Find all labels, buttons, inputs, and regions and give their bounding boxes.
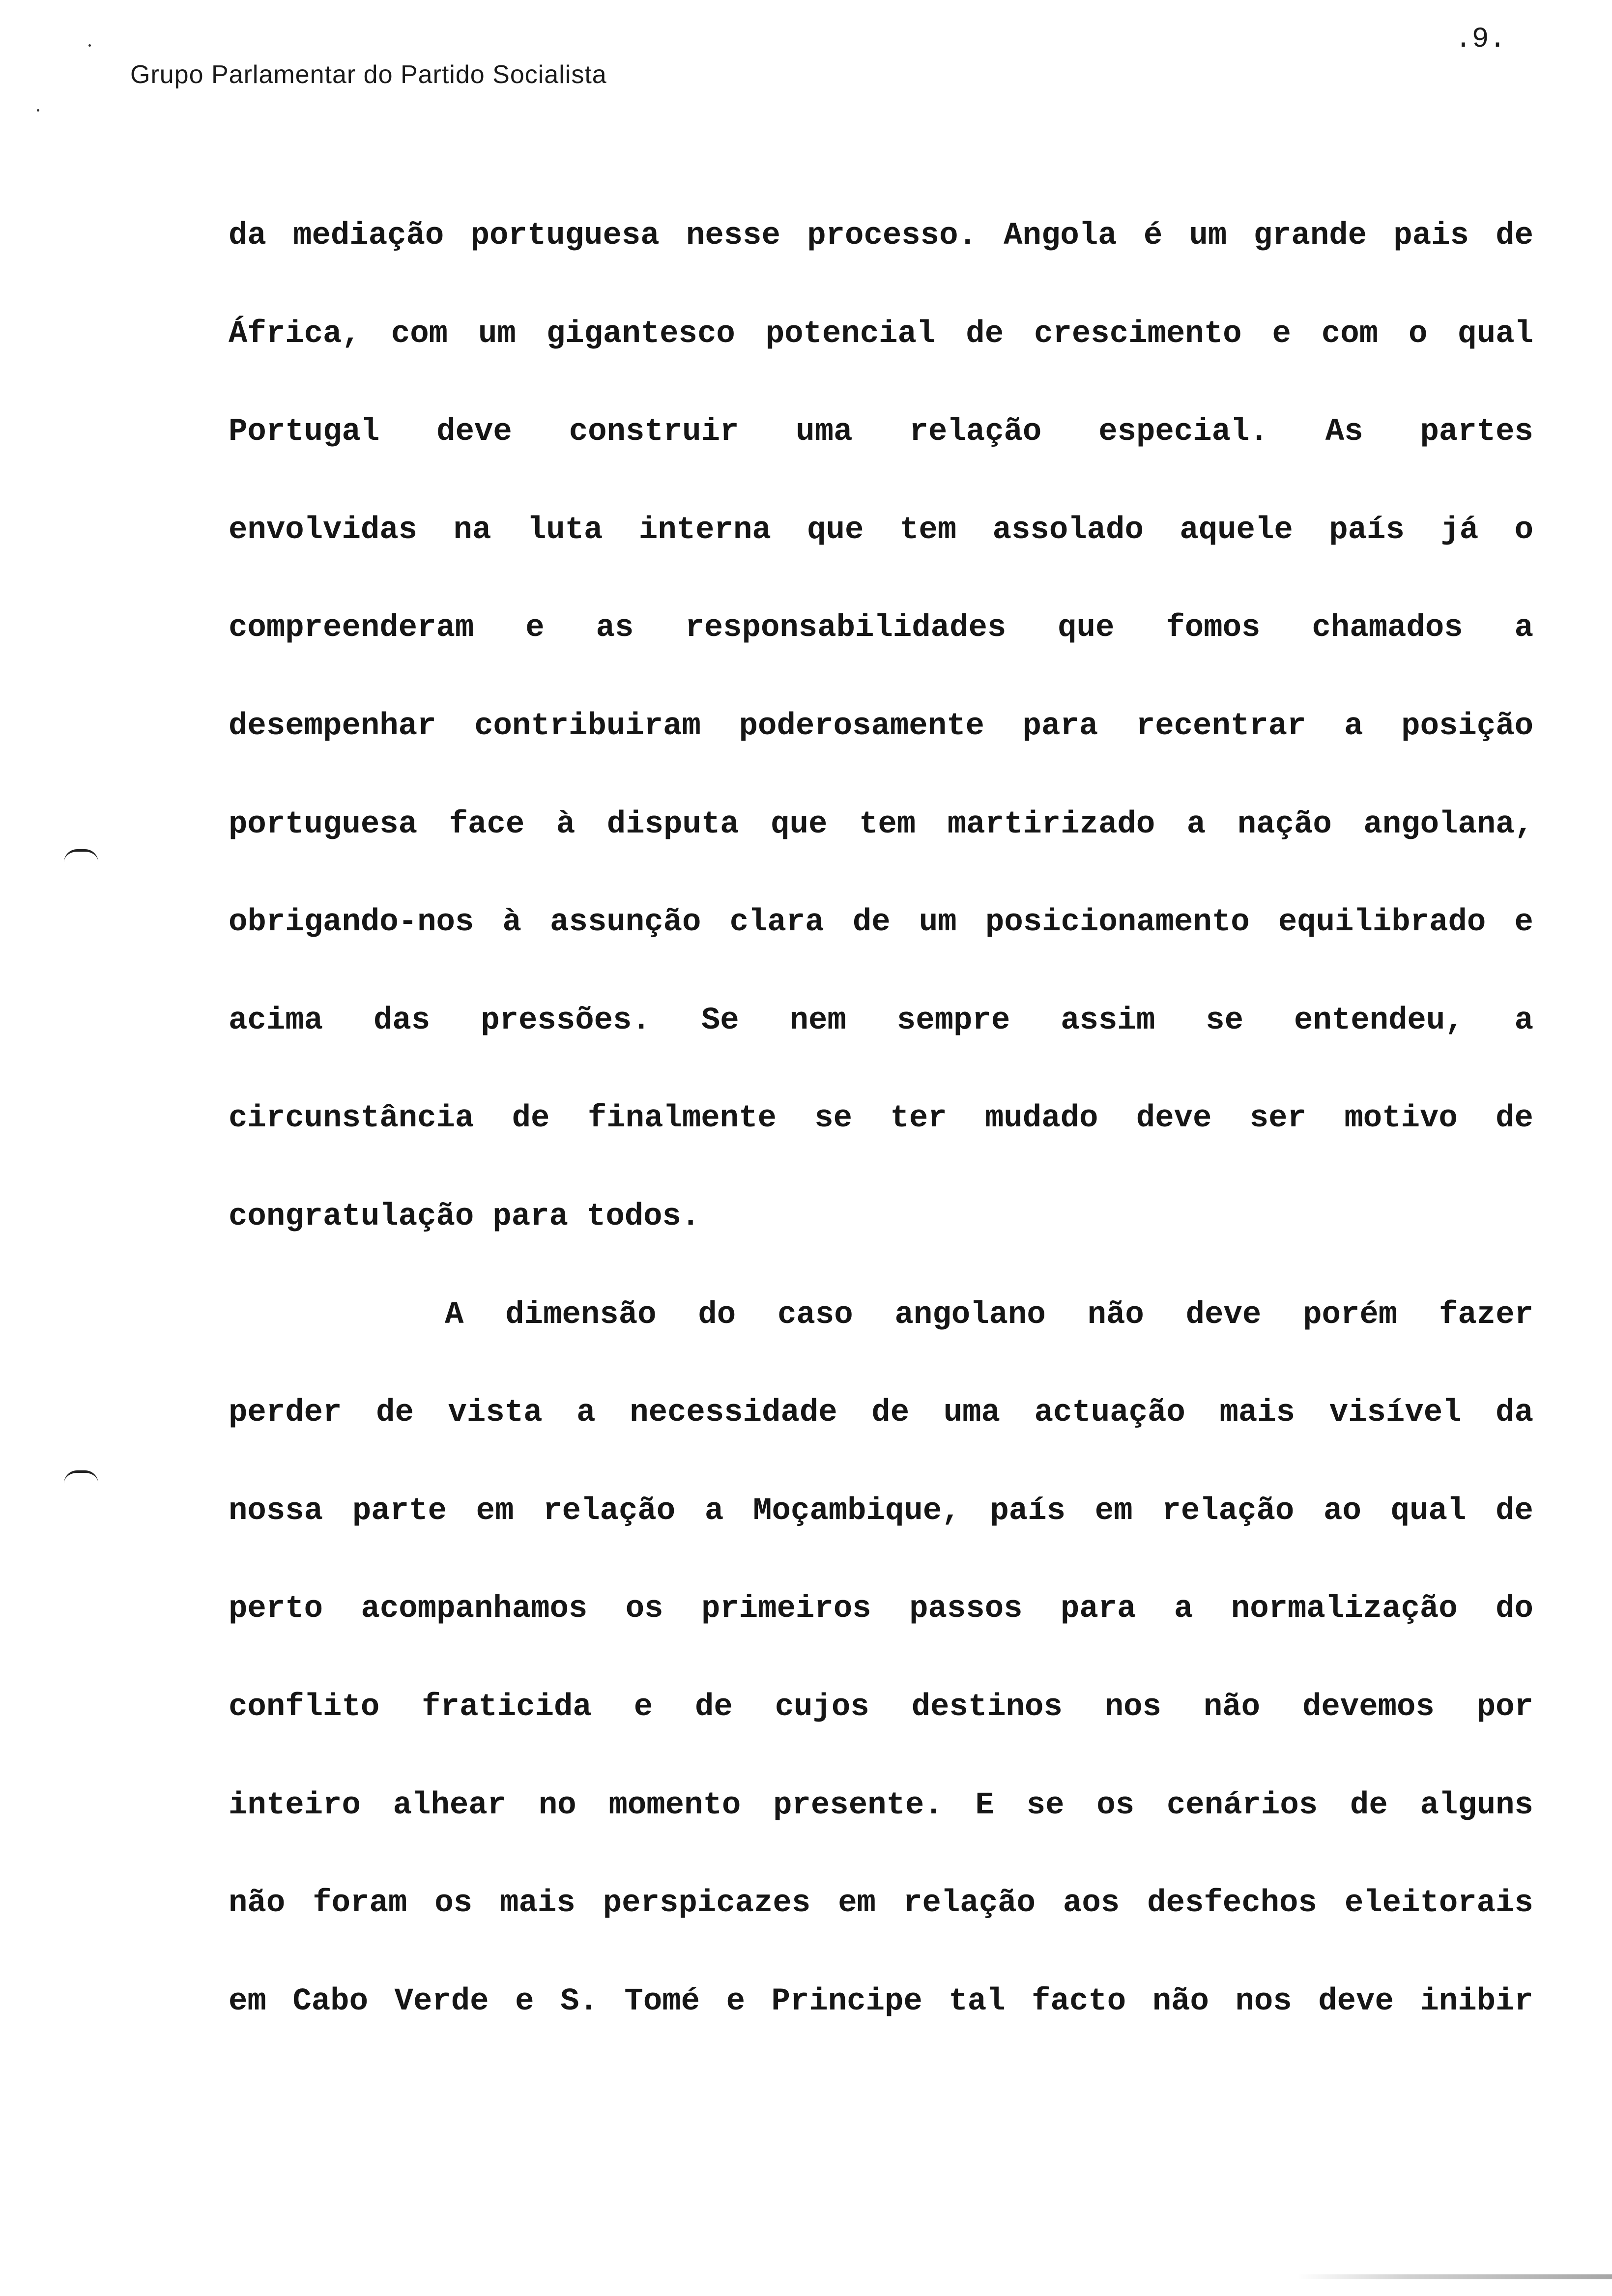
word: em [1094, 1493, 1133, 1529]
word: Verde [394, 1983, 489, 2019]
word: não [1087, 1297, 1144, 1333]
word: a [1514, 610, 1533, 646]
text-line [229, 1977, 1533, 2075]
word: perto [229, 1591, 323, 1627]
word: face [449, 806, 525, 842]
body-paragraphs [229, 211, 1533, 2075]
word: a [1174, 1591, 1193, 1627]
word: A [445, 1297, 464, 1333]
word: de [852, 905, 891, 941]
word: todos. [586, 1199, 700, 1234]
word: acompanhamos [361, 1591, 588, 1627]
text-line [229, 702, 1533, 800]
word: especial. [1098, 414, 1268, 450]
word: tem [859, 806, 916, 842]
word: disputa [606, 806, 739, 842]
word: deve [436, 414, 512, 450]
word: aquele [1180, 512, 1293, 548]
word: finalmente [587, 1101, 777, 1137]
word: na [453, 512, 491, 548]
text-line [229, 1683, 1533, 1781]
word: e [515, 1983, 534, 2019]
word: África, [229, 316, 361, 352]
word: uma [943, 1395, 1000, 1431]
word: mediação [293, 218, 444, 254]
word: aos [1063, 1886, 1120, 1922]
word: destinos [911, 1689, 1063, 1725]
punch-hole-mark [64, 849, 98, 862]
word: mais [500, 1886, 576, 1922]
word: desfechos [1147, 1886, 1317, 1922]
text-line [229, 898, 1533, 996]
word: de [512, 1101, 550, 1137]
word: Moçambique, [753, 1493, 961, 1529]
word: presente. [773, 1787, 943, 1823]
word: acima [229, 1003, 323, 1038]
word: se [814, 1101, 853, 1137]
word: assolado [992, 512, 1144, 548]
word: primeiros [701, 1591, 871, 1627]
word: processo. [807, 218, 977, 254]
word: tal [949, 1983, 1006, 2019]
word: uma [796, 414, 853, 450]
text-line [229, 1094, 1533, 1192]
word: não [229, 1886, 286, 1922]
word: perder [229, 1395, 342, 1431]
word: vista [448, 1395, 543, 1431]
word: é [1143, 218, 1163, 254]
word: com [1321, 316, 1378, 352]
word: Tomé [624, 1983, 700, 2019]
word: e [525, 610, 545, 646]
word: deve [1318, 1983, 1394, 2019]
word: em [476, 1493, 514, 1529]
word: crescimento [1034, 316, 1242, 352]
text-line [229, 506, 1533, 604]
text-line [229, 211, 1533, 310]
word: fazer [1439, 1297, 1533, 1333]
word: chamados [1312, 610, 1463, 646]
word: nos [1235, 1983, 1292, 2019]
text-line [229, 1487, 1533, 1585]
word: nossa [229, 1493, 323, 1529]
word: eleitorais [1344, 1886, 1533, 1922]
word: responsabilidades [685, 610, 1007, 646]
word: de [1496, 1101, 1533, 1137]
word: circunstância [229, 1101, 474, 1137]
word: no [538, 1787, 576, 1823]
word: perspicazes [603, 1886, 811, 1922]
word: assunção [550, 905, 701, 941]
word: poderosamente [739, 708, 984, 744]
word: qual [1458, 316, 1533, 352]
word: conflito [229, 1689, 380, 1725]
word: da [229, 218, 266, 254]
word: tem [899, 512, 957, 548]
word: pais [1393, 218, 1469, 254]
word: qual [1390, 1493, 1467, 1529]
word: ao [1324, 1493, 1361, 1529]
word: de [694, 1689, 733, 1725]
word: relação [903, 1886, 1036, 1922]
text-line [229, 1879, 1533, 1977]
word: e [1272, 316, 1291, 352]
text-line [229, 603, 1533, 702]
word: à [556, 806, 576, 842]
scan-edge-smudge [1297, 2274, 1612, 2279]
word: relação [909, 414, 1042, 450]
word: de [1350, 1787, 1388, 1823]
text-line [229, 1192, 1533, 1291]
text-line [229, 1584, 1533, 1683]
word: nem [789, 1003, 846, 1038]
word: interna [638, 512, 771, 548]
word: relação [1162, 1493, 1295, 1529]
word: caso [777, 1297, 853, 1333]
word: facto [1032, 1983, 1126, 2019]
word: necessidade [630, 1395, 837, 1431]
word: mais [1219, 1395, 1295, 1431]
text-line [229, 800, 1533, 898]
word: alhear [393, 1787, 507, 1823]
punch-hole-mark [64, 1470, 98, 1484]
word: não [1203, 1689, 1261, 1725]
word: entendeu, [1294, 1003, 1464, 1038]
word: o [1514, 512, 1533, 548]
word: S. [560, 1983, 598, 2019]
word: ter [890, 1101, 947, 1137]
word: foram [313, 1886, 407, 1922]
word: pressões. [481, 1003, 651, 1038]
word: mudado [984, 1101, 1098, 1137]
word: obrigando-nos [229, 905, 474, 941]
word: momento [608, 1787, 741, 1823]
word: devemos [1302, 1689, 1435, 1725]
word: que [1058, 610, 1115, 646]
word: do [1496, 1591, 1533, 1627]
word: a [1514, 1003, 1533, 1038]
word: país [990, 1493, 1065, 1529]
word: para [1060, 1591, 1136, 1627]
word: a [704, 1493, 724, 1529]
word: angolano [894, 1297, 1046, 1333]
word: alguns [1420, 1787, 1533, 1823]
word: país [1329, 512, 1405, 548]
word: em [229, 1983, 266, 2019]
word: fraticida [422, 1689, 592, 1725]
word: congratulação [229, 1199, 474, 1234]
word: contribuiram [474, 708, 701, 744]
word: Portugal [229, 414, 380, 450]
word: cenários [1166, 1787, 1318, 1823]
word: da [1496, 1395, 1533, 1431]
word: os [625, 1591, 663, 1627]
word: ser [1249, 1101, 1306, 1137]
word: assim [1061, 1003, 1155, 1038]
word: Se [701, 1003, 739, 1038]
word: compreenderam [229, 610, 474, 646]
word: E [975, 1787, 994, 1823]
word: inteiro [229, 1787, 361, 1823]
word: de [1496, 218, 1533, 254]
word: Cabo [292, 1983, 368, 2019]
word: por [1476, 1689, 1533, 1725]
word: um [919, 905, 957, 941]
word: com [391, 316, 448, 352]
text-line [229, 1781, 1533, 1879]
word: construir [569, 414, 739, 450]
word: de [966, 316, 1004, 352]
word: já [1440, 512, 1479, 548]
scan-speck [37, 109, 39, 112]
word: portuguesa [470, 218, 660, 254]
word: nação [1237, 806, 1332, 842]
word: os [1096, 1787, 1135, 1823]
word: a [1344, 708, 1363, 744]
word: desempenhar [229, 708, 436, 744]
word: posição [1401, 708, 1533, 744]
word: as [596, 610, 634, 646]
word: visível [1329, 1395, 1462, 1431]
word: recentrar [1136, 708, 1306, 744]
scan-speck [88, 44, 91, 47]
word: e [633, 1689, 653, 1725]
word: porém [1303, 1297, 1398, 1333]
text-line [229, 310, 1533, 408]
word: angolana, [1363, 806, 1533, 842]
word: se [1206, 1003, 1243, 1038]
word: um [478, 316, 516, 352]
word: parte [352, 1493, 447, 1529]
word: e [726, 1983, 745, 2019]
word: equilibrado [1278, 905, 1486, 941]
word: os [434, 1886, 473, 1922]
word: motivo [1344, 1101, 1458, 1137]
word: um [1189, 218, 1227, 254]
word: clara [729, 905, 824, 941]
word: para [1022, 708, 1098, 744]
word: grande [1253, 218, 1367, 254]
word: gigantesco [546, 316, 735, 352]
word: fomos [1166, 610, 1261, 646]
word: nos [1104, 1689, 1161, 1725]
page-number: .9. [1455, 24, 1506, 56]
word: deve [1136, 1101, 1212, 1137]
word: do [698, 1297, 736, 1333]
word: inibir [1420, 1983, 1533, 2019]
word: em [838, 1886, 876, 1922]
word: deve [1185, 1297, 1262, 1333]
word: nesse [686, 218, 780, 254]
word: cujos [775, 1689, 869, 1725]
word: martirizado [947, 806, 1155, 842]
word: se [1026, 1787, 1065, 1823]
word: partes [1420, 414, 1533, 450]
word: dimensão [505, 1297, 657, 1333]
word: relação [543, 1493, 676, 1529]
word: normalização [1231, 1591, 1458, 1627]
word: para [492, 1199, 568, 1234]
word: a [576, 1395, 596, 1431]
word: a [1186, 806, 1206, 842]
word: luta [527, 512, 603, 548]
word: e [1514, 905, 1533, 941]
word: envolvidas [229, 512, 418, 548]
word: de [376, 1395, 414, 1431]
word: potencial [765, 316, 936, 352]
word: portuguesa [229, 806, 418, 842]
word: de [871, 1395, 910, 1431]
text-line [229, 1291, 1533, 1389]
word: o [1408, 316, 1428, 352]
word: sempre [896, 1003, 1010, 1038]
header-organization: Grupo Parlamentar do Partido Socialista [130, 60, 607, 89]
word: à [502, 905, 521, 941]
word: posicionamento [985, 905, 1250, 941]
word: Principe [771, 1983, 922, 2019]
text-line [229, 1388, 1533, 1487]
word: que [771, 806, 828, 842]
word: de [1496, 1493, 1533, 1529]
word: passos [909, 1591, 1023, 1627]
word: não [1152, 1983, 1209, 2019]
word: As [1325, 414, 1363, 450]
word: actuação [1034, 1395, 1185, 1431]
word: Angola [1004, 218, 1117, 254]
word: das [374, 1003, 431, 1038]
word: que [807, 512, 864, 548]
text-line [229, 407, 1533, 506]
text-line [229, 996, 1533, 1094]
